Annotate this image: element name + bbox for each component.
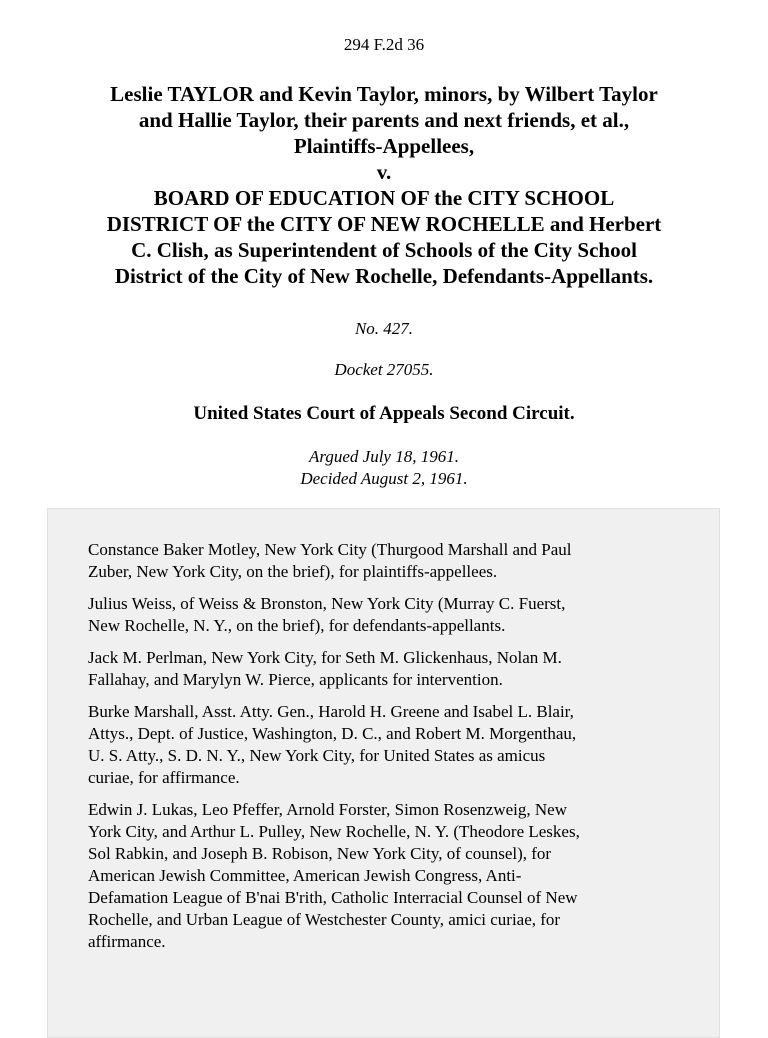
counsel-line: Constance Baker Motley, New York City (Thurgood Marshall and Paul	[88, 540, 572, 559]
counsel-line: Defamation League of B'nai B'rith, Catholic Interracial Counsel of New	[88, 888, 578, 907]
caption-versus: v.	[376, 160, 392, 184]
caption-line: District of the City of New Rochelle, Defendants-Appellants.	[114, 264, 654, 288]
counsel-line: Attys., Dept. of Justice, Washington, D. C., and Robert M. Morgenthau,	[88, 724, 577, 743]
counsel-box	[47, 508, 720, 1038]
citation: 294 F.2d 36	[343, 35, 425, 54]
caption-line: DISTRICT OF the CITY OF NEW ROCHELLE and Herbert	[106, 212, 662, 236]
counsel-entry	[88, 701, 698, 789]
argued-date: Argued July 18, 1961.	[309, 447, 459, 466]
counsel-entry	[88, 799, 698, 953]
counsel-line: Zuber, New York City, on the brief), for plaintiffs-appellees.	[88, 562, 498, 581]
case-caption	[40, 81, 728, 289]
counsel-line: Fallahay, and Marylyn W. Pierce, applicants for intervention.	[88, 670, 503, 689]
counsel-line: Burke Marshall, Asst. Atty. Gen., Harold H. Greene and Isabel L. Blair,	[88, 702, 574, 721]
caption-line: Leslie TAYLOR and Kevin Taylor, minors, by Wilbert Taylor	[110, 82, 658, 106]
case-number: No. 427.	[354, 319, 414, 338]
caption-line: C. Clish, as Superintendent of Schools of the City School	[131, 238, 637, 262]
counsel-line: Edwin J. Lukas, Leo Pfeffer, Arnold Forster, Simon Rosenzweig, New	[88, 800, 567, 819]
counsel-list	[88, 539, 698, 963]
counsel-line: Jack M. Perlman, New York City, for Seth M. Glickenhaus, Nolan M.	[88, 648, 562, 667]
counsel-line: Sol Rabkin, and Joseph B. Robison, New York City, of counsel), for	[88, 844, 552, 863]
counsel-line: New Rochelle, N. Y., on the brief), for defendants-appellants.	[88, 616, 506, 635]
counsel-line: affirmance.	[88, 932, 166, 951]
docket-number: Docket 27055.	[334, 360, 434, 379]
court-name: United States Court of Appeals Second Circuit.	[193, 403, 575, 424]
caption-line: BOARD OF EDUCATION OF the CITY SCHOOL	[153, 186, 615, 210]
caption-line: Plaintiffs-Appellees,	[293, 134, 475, 158]
counsel-entry	[88, 539, 698, 583]
counsel-line: American Jewish Committee, American Jewish Congress, Anti-	[88, 866, 522, 885]
caption-line: and Hallie Taylor, their parents and next friends, et al.,	[138, 108, 630, 132]
counsel-line: Julius Weiss, of Weiss & Bronston, New York City (Murray C. Fuerst,	[88, 594, 566, 613]
decided-date: Decided August 2, 1961.	[300, 469, 468, 488]
counsel-line: curiae, for affirmance.	[88, 768, 240, 787]
counsel-line: Rochelle, and Urban League of Westchester County, amici curiae, for	[88, 910, 561, 929]
counsel-entry	[88, 593, 698, 637]
counsel-line: U. S. Atty., S. D. N. Y., New York City, for United States as amicus	[88, 746, 546, 765]
counsel-entry	[88, 647, 698, 691]
counsel-line: York City, and Arthur L. Pulley, New Rochelle, N. Y. (Theodore Leskes,	[88, 822, 580, 841]
